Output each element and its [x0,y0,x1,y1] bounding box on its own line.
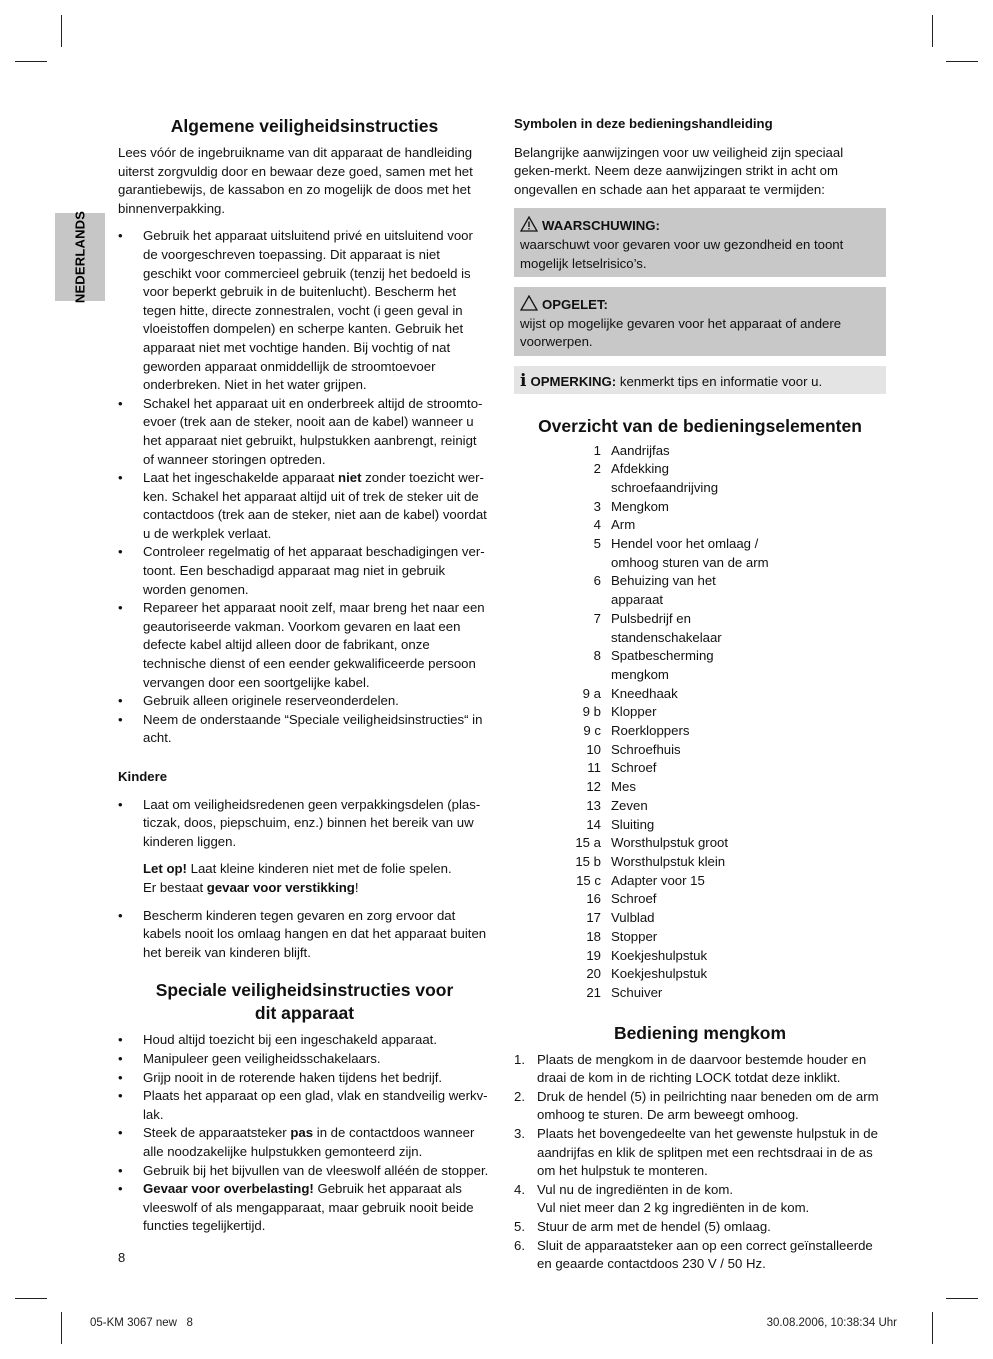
list-item [569,722,771,741]
symbols-title: Symbolen in deze bedieningshandleiding [514,116,773,131]
item-number: 15 a [575,835,601,851]
step-item [514,1088,886,1125]
children-title: Kindere [118,769,168,784]
step-item [514,1218,886,1237]
item-label: Behuizing van het apparaat [611,573,716,608]
step-text: Druk de hendel (5) in peilrichting naar beneden om de arm omhoog te sturen. De arm beweegt omhoog. [537,1088,879,1123]
crop-mark [946,61,978,62]
item-number: 4 [593,517,601,533]
list-item [569,928,771,947]
list-item: • Plaats het apparaat op een glad, vlak en standveilig werkv-lak. [118,1087,491,1124]
left-column [118,115,491,1236]
item-number: 9 a [582,685,601,701]
list-item: • Laat het ingeschakelde apparaat niet zonder toezicht wer-ken. Schakel het apparaat altijd uit of trek de steker uit de contactdoos (trek aan de steker, niet aan de kabel) voordat u de werkplek verlaat. [118,469,491,543]
general-safety-list [118,227,491,748]
item-number: 19 [586,947,601,963]
step-number: 6. [514,1237,525,1253]
item-label: Mes [611,779,636,795]
item-label: Worsthulpstuk groot [611,835,729,851]
list-item [569,535,771,572]
item-number: 21 [586,984,601,1000]
special-safety-list [118,1031,491,1236]
crop-mark [61,15,62,47]
note-text: kenmerkt tips en informatie voor u. [616,373,823,389]
list-item [569,778,771,797]
item-label: Roerkloppers [611,723,690,739]
item-label: Aandrijfas [611,442,670,458]
language-label: NEDERLANDS [72,210,88,304]
info-icon: i [520,370,527,391]
step-item [514,1237,886,1274]
page-number: 8 [118,1250,126,1265]
item-number: 20 [586,966,601,982]
let-op-note: Let op! Laat kleine kinderen niet met de folie spelen. Er bestaat gevaar voor verstikking! [143,861,452,895]
step-number: 5. [514,1218,525,1234]
warning-triangle-icon [520,216,538,232]
list-item [569,460,771,497]
caution-box [514,287,886,356]
item-label: Arm [611,517,636,533]
list-item: • Gevaar voor overbelasting! Gebruik het apparaat als vleeswolf of als mengapparaat, maar gebruik nooit beide functies tegelijkertijd. [118,1180,491,1236]
item-number: 17 [586,910,601,926]
crop-mark [15,1298,47,1299]
crop-mark [15,61,47,62]
footer-right: 30.08.2006, 10:38:34 Uhr [766,1317,897,1329]
item-number: 9 c [583,723,601,739]
warning-title: WAARSCHUWING: [542,218,660,234]
item-number: 18 [586,928,601,944]
item-label: Stopper [611,928,658,944]
item-number: 15 c [576,872,601,888]
note-box [514,366,886,394]
item-number: 2 [593,461,601,477]
list-item: • Bescherm kinderen tegen gevaren en zorg ervoor dat kabels nooit los omlaag hangen en dat het apparaat buiten het bereik van kinderen blijft. [118,907,491,963]
right-column [514,115,886,1274]
item-label: Pulsbedrijf en standenschakelaar [611,610,722,645]
item-number: 12 [586,779,601,795]
list-item [569,984,771,1003]
footer-left: 05-KM 3067 new 8 [90,1317,193,1329]
list-item [569,872,771,891]
step-number: 2. [514,1088,525,1104]
item-label: Schuiver [611,984,663,1000]
item-number: 11 [587,760,601,776]
item-label: Sluiting [611,816,655,832]
list-item [569,834,771,853]
item-label: Kneedhaak [611,685,678,701]
item-label: Koekjeshulpstuk [611,966,708,982]
item-number: 1 [593,442,601,458]
item-number: 10 [586,741,601,757]
list-item [569,610,771,647]
item-label: Klopper [611,704,657,720]
step-text: Stuur de arm met de hendel (5) omlaag. [537,1218,771,1234]
step-item [514,1125,886,1181]
item-number: 16 [586,891,601,907]
item-label: Schroef [611,760,657,776]
item-label: Mengkom [611,498,669,514]
step-text: Vul niet meer dan 2 kg ingrediënten in de kom. [537,1200,810,1216]
crop-mark [932,1312,933,1344]
list-item [569,890,771,909]
children-list-2 [118,907,491,963]
item-label: Worsthulpstuk klein [611,854,726,869]
list-item [569,797,771,816]
caution-triangle-icon [520,295,538,311]
list-item [569,516,771,535]
item-label: Hendel voor het omlaag / omhoog sturen van de arm [611,536,769,570]
item-number: 5 [593,536,601,552]
step-number: 3. [514,1126,525,1141]
bowl-operation-title: Bediening mengkom [613,1022,787,1043]
language-side-tab [55,210,105,304]
item-number: 9 b [582,704,601,720]
item-number: 13 [586,797,601,813]
step-item [514,1181,886,1218]
list-item: • Grijp nooit in de roterende haken tijdens het bedrijf. [118,1069,491,1088]
item-label: Schroefhuis [611,741,681,757]
list-item [569,685,771,704]
caution-title: OPGELET: [542,297,608,313]
crop-mark [946,1298,978,1299]
symbols-intro: Belangrijke aanwijzingen voor uw veiligheid zijn speciaal geken-merkt. Neem deze aanwijzingen strikt in acht om ongevallen en schade aan het apparaat te vermijden: [514,144,844,197]
item-label: Spatbescherming mengkom [611,648,714,682]
list-item [569,759,771,778]
list-item: • Gebruik het apparaat uitsluitend privé en uitsluitend voor de voorgeschreven toepassing. Dit apparaat is niet geschikt voor commercieel gebruik (tenzij het bedoeld is voor beperkt gebruik in de buitenlucht). Bescherm het tegen hitte, directe zonnestralen, vocht (i geen geval in vloeistoffen dompelen) en scherpe kanten. Gebruik het apparaat niet met vochtige handen. Bij vochtig of nat geworden apparaat onmiddellijk de stroomtoevoer onderbreken. Niet in het water grijpen. [118,227,491,394]
item-number: 15 b [575,854,601,869]
step-number: 1. [514,1051,525,1067]
step-text: Plaats het bovengedeelte van het gewenste hulpstuk in de aandrijfas en klik de splitpen met een rechtsdraai in de as om het hulpstuk te monteren. [537,1126,878,1179]
item-label: Zeven [611,797,648,813]
crop-mark [61,1312,62,1344]
list-item: • Schakel het apparaat uit en onderbreek altijd de stroomto-evoer (trek aan de steker, nooit aan de kabel) wanneer u het apparaat niet gebruikt, hulpstukken aanbrengt, reinigt of wanneer storingen optreden. [118,395,491,469]
caution-text: wijst op mogelijke gevaren voor het apparaat of andere voorwerpen. [520,315,842,350]
list-item: • Controleer regelmatig of het apparaat beschadigingen ver-toont. Een beschadigd apparaat mag niet in gebruik worden genomen. [118,543,491,599]
children-list [118,796,491,852]
list-item [569,741,771,760]
item-label: Schroef [611,891,657,907]
list-item [569,572,771,609]
step-text: Sluit de apparaatsteker aan op een correct geïnstalleerde en geaarde contactdoos 230 V / 50 Hz. [537,1237,873,1272]
item-label: Vulblad [611,910,655,926]
special-safety-title: Speciale veiligheidsinstructies voor dit apparaat [155,980,454,1024]
list-item: • Gebruik alleen originele reserveonderdelen. [118,692,491,711]
bowl-operation-steps [514,1051,886,1274]
list-item [569,498,771,517]
list-item [569,853,771,872]
item-label: Koekjeshulpstuk [611,947,708,963]
list-item [569,909,771,928]
note-title: OPMERKING: [530,373,617,389]
list-item: • Repareer het apparaat nooit zelf, maar breng het naar een geautoriseerde vakman. Voorkom gevaren en laat een defecte kabel altijd alleen door de fabrikant, onze technische dienst of een eender gekwalificeerde persoon vervangen door een soortgelijke kabel. [118,599,491,692]
list-item: • Houd altijd toezicht bij een ingeschakeld apparaat. [118,1031,491,1050]
general-safety-title: Algemene veiligheidsinstructies [170,116,439,136]
item-label: Afdekking schroefaandrijving [611,461,719,495]
list-item [569,703,771,722]
warning-text: waarschuwt voor gevaren voor uw gezondheid en toont mogelijk letselrisico’s. [520,236,844,271]
list-item: • Manipuleer geen veiligheidsschakelaars. [118,1050,491,1069]
list-item: • Steek de apparaatsteker pas in de contactdoos wanneer alle noodzakelijke hulpstukken gemonteerd zijn. [118,1124,491,1161]
list-item [569,816,771,835]
crop-mark [932,15,933,47]
item-label: Adapter voor 15 [611,872,705,888]
list-item [569,947,771,966]
step-text: Vul nu de ingrediënten in de kom. [537,1181,733,1197]
overview-title: Overzicht van de bedieningselementen [538,415,862,436]
list-item: • Gebruik bij het bijvullen van de vleeswolf alléén de stopper. [118,1162,491,1181]
item-number: 14 [586,816,601,832]
item-number: 3 [593,498,601,514]
item-number: 8 [593,648,601,664]
list-item: • Laat om veiligheidsredenen geen verpakkingsdelen (plas-ticzak, doos, piepschuim, enz.) binnen het bereik van uw kinderen liggen. [118,796,491,852]
item-number: 7 [593,610,601,626]
list-item [569,647,771,684]
general-safety-intro: Lees vóór de ingebruikname van dit apparaat de handleiding uiterst zorgvuldig door en bewaar deze goed, samen met het garantiebewijs, de kassabon en zo mogelijk de doos met het binnenverpakking. [118,145,473,216]
step-number: 4. [514,1181,525,1197]
step-text: Plaats de mengkom in de daarvoor bestemde houder en draai de kom in de richting LOCK totdat deze inklikt. [537,1051,867,1086]
step-item [514,1051,886,1088]
warning-box [514,208,886,277]
list-item: • Neem de onderstaande “Speciale veiligheidsinstructies“ in acht. [118,711,491,748]
list-item [569,965,771,984]
controls-overview-list [569,442,771,1003]
list-item [569,442,771,461]
item-number: 6 [593,573,601,589]
